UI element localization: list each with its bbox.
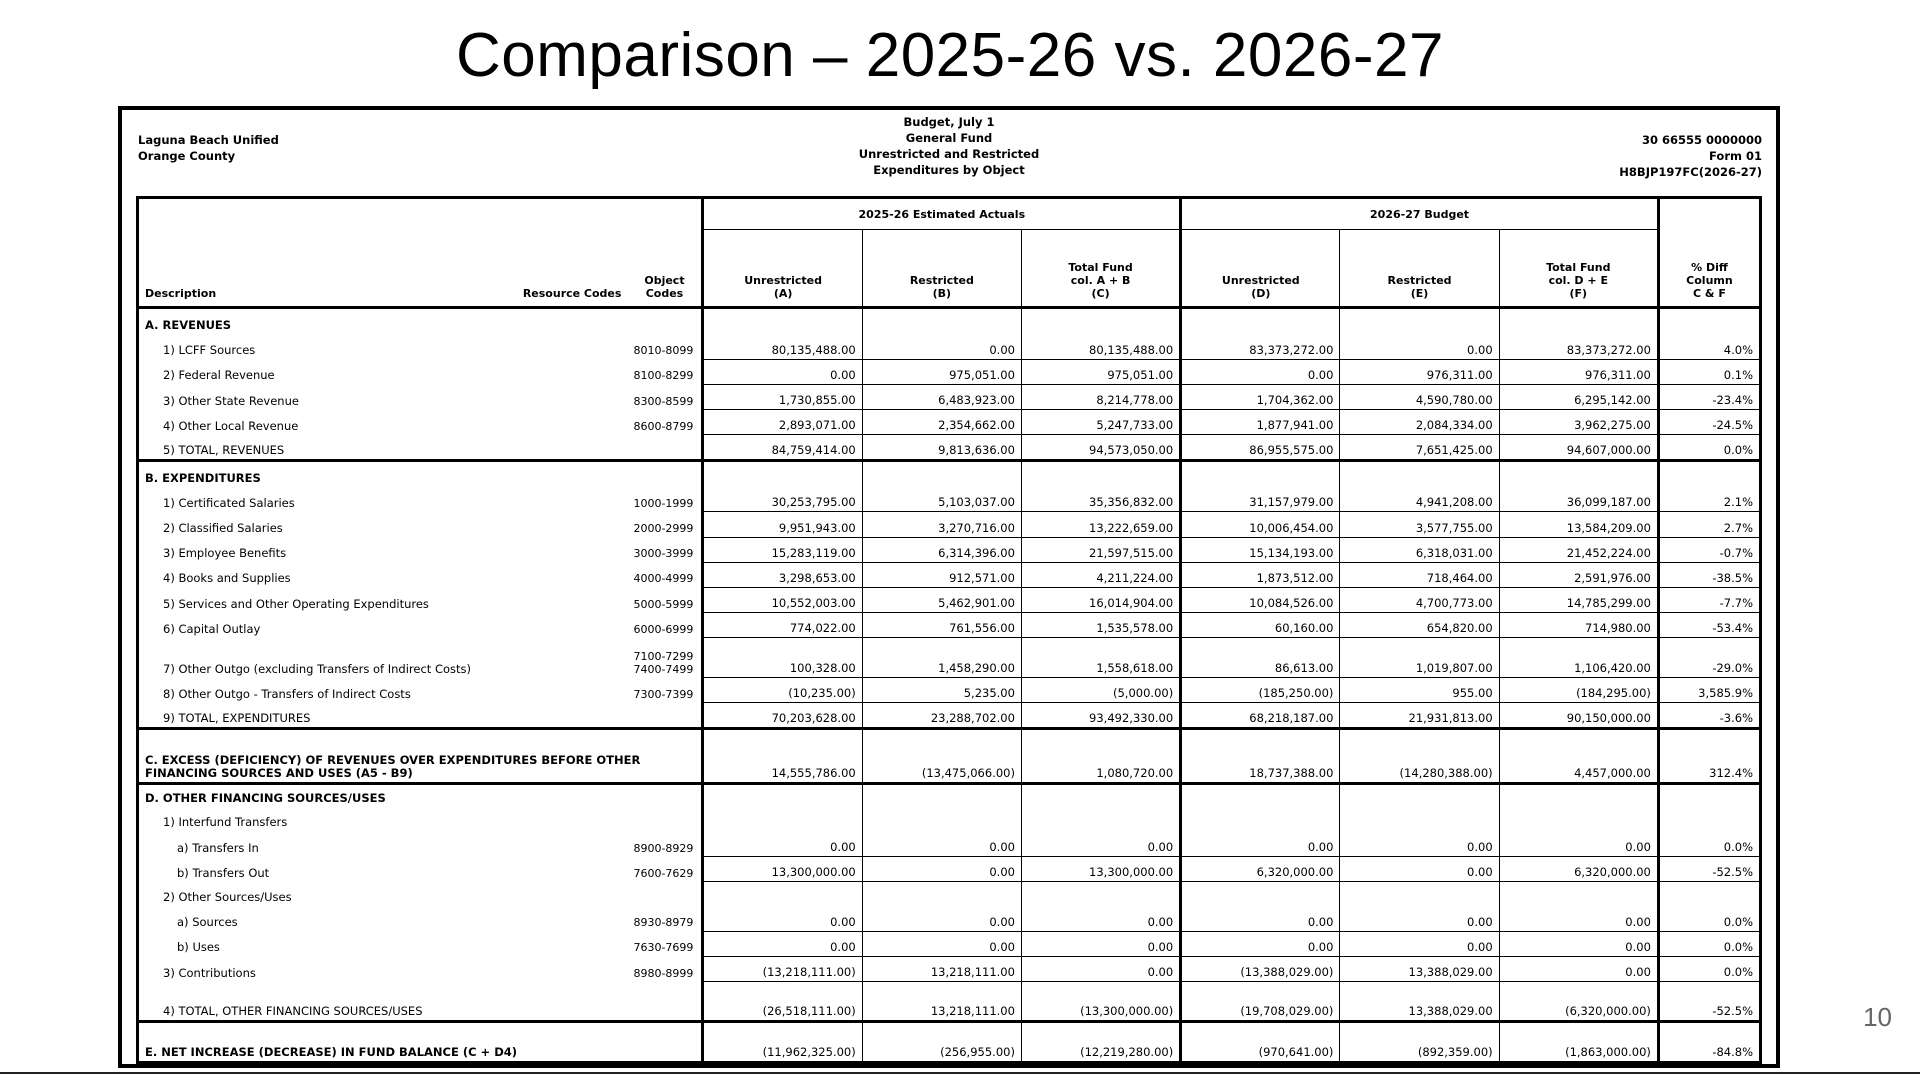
- cell-pct-diff: 0.0%: [1658, 956, 1760, 981]
- empty-cell: [703, 460, 862, 486]
- object-code: [627, 638, 703, 678]
- object-code: 6000-6999: [633, 622, 694, 636]
- cell-total-c: 13,222,659.00: [1021, 512, 1180, 537]
- row-description: 4) Other Local Revenue: [163, 418, 299, 433]
- empty-cell: [1658, 882, 1760, 906]
- cell-total-c: 0.00: [1021, 931, 1180, 956]
- cell-pct-diff: -23.4%: [1658, 384, 1760, 409]
- cell-unrestricted-a: 774,022.00: [703, 613, 862, 638]
- cell-pct-diff: -0.7%: [1658, 537, 1760, 562]
- budget-form-frame: [118, 106, 1780, 1068]
- cell-pct-diff: -7.7%: [1658, 587, 1760, 612]
- cell-unrestricted-a: 84,759,414.00: [703, 435, 862, 460]
- cell-restricted-e: 4,590,780.00: [1340, 384, 1499, 409]
- empty-cell: [1499, 460, 1658, 486]
- table-row: [138, 334, 1761, 359]
- group-header-2025-26: 2025-26 Estimated Actuals: [703, 198, 1181, 230]
- table-row: [138, 487, 1761, 512]
- cell-unrestricted-a: 0.00: [703, 831, 862, 856]
- object-code: 7630-7699: [633, 941, 694, 955]
- row-description: 6) Capital Outlay: [163, 621, 261, 636]
- cell-restricted-b: (256,955.00): [862, 1021, 1021, 1062]
- cell-restricted-b: 1,458,290.00: [862, 638, 1021, 678]
- cell-restricted-b: 5,103,037.00: [862, 487, 1021, 512]
- cell-unrestricted-d: 6,320,000.00: [1181, 857, 1340, 882]
- cell-total-c: 35,356,832.00: [1021, 487, 1180, 512]
- table-row: [138, 703, 1761, 728]
- cell-restricted-e: 0.00: [1340, 857, 1499, 882]
- county-name: Orange County: [138, 149, 236, 163]
- cell-restricted-b: 2,354,662.00: [862, 410, 1021, 435]
- form-title-line: Unrestricted and Restricted: [858, 147, 1040, 161]
- cell-unrestricted-d: (19,708,029.00): [1181, 982, 1340, 1022]
- cell-restricted-e: 4,700,773.00: [1340, 587, 1499, 612]
- cell-unrestricted-d: (13,388,029.00): [1181, 956, 1340, 981]
- empty-cell: [1340, 783, 1499, 807]
- empty-cell: [1658, 308, 1760, 334]
- cell-unrestricted-a: 100,328.00: [703, 638, 862, 678]
- table-row: [138, 783, 1761, 807]
- cell-pct-diff: 2.1%: [1658, 487, 1760, 512]
- cell-unrestricted-d: 18,737,388.00: [1181, 728, 1340, 783]
- empty-cell: [1340, 308, 1499, 334]
- cell-restricted-b: 5,462,901.00: [862, 587, 1021, 612]
- cell-unrestricted-d: (185,250.00): [1181, 678, 1340, 703]
- row-description: 1) Certificated Salaries: [163, 495, 295, 510]
- table-row: [138, 638, 1761, 678]
- object-code: 8980-8999: [633, 966, 694, 980]
- section-heading: D. OTHER FINANCING SOURCES/USES: [145, 791, 386, 806]
- row-description: 5) TOTAL, REVENUES: [138, 435, 628, 460]
- cell-total-c: (12,219,280.00): [1021, 1021, 1180, 1062]
- table-row: [138, 1021, 1761, 1062]
- cell-total-f: (6,320,000.00): [1499, 982, 1658, 1022]
- cell-restricted-e: 654,820.00: [1340, 613, 1499, 638]
- row-description: a) Transfers In: [177, 840, 259, 855]
- cell-unrestricted-d: 15,134,193.00: [1181, 537, 1340, 562]
- empty-cell: [1340, 460, 1499, 486]
- cell-total-c: 1,535,578.00: [1021, 613, 1180, 638]
- expenditures-table: [136, 196, 1762, 1064]
- row-description: 4) TOTAL, OTHER FINANCING SOURCES/USES: [138, 982, 628, 1022]
- cell-restricted-b: 0.00: [862, 931, 1021, 956]
- row-description: E. NET INCREASE (DECREASE) IN FUND BALANCE (C + D4): [145, 1045, 517, 1059]
- table-row: [138, 384, 1761, 409]
- cell-total-f: 0.00: [1499, 906, 1658, 931]
- cell-total-c: 94,573,050.00: [1021, 435, 1180, 460]
- object-code: [627, 435, 703, 460]
- table-row: [138, 359, 1761, 384]
- cell-restricted-e: 2,084,334.00: [1340, 410, 1499, 435]
- cell-total-f: 976,311.00: [1499, 359, 1658, 384]
- cell-total-f: 0.00: [1499, 931, 1658, 956]
- empty-cell: [1340, 882, 1499, 906]
- cell-total-c: (13,300,000.00): [1021, 982, 1180, 1022]
- table-row: [138, 678, 1761, 703]
- object-code: 8010-8099: [633, 344, 694, 358]
- empty-cell: [703, 882, 862, 906]
- row-description: 8) Other Outgo - Transfers of Indirect Costs: [163, 686, 411, 701]
- col-object-codes: Object Codes: [627, 230, 703, 308]
- cell-unrestricted-a: (26,518,111.00): [703, 982, 862, 1022]
- form-title-line: Expenditures by Object: [873, 163, 1025, 177]
- cell-restricted-b: 3,270,716.00: [862, 512, 1021, 537]
- cell-unrestricted-a: 0.00: [703, 906, 862, 931]
- cell-unrestricted-a: 30,253,795.00: [703, 487, 862, 512]
- empty-cell: [1181, 308, 1340, 334]
- cell-restricted-e: 6,318,031.00: [1340, 537, 1499, 562]
- cell-pct-diff: 0.0%: [1658, 435, 1760, 460]
- cell-pct-diff: 0.0%: [1658, 831, 1760, 856]
- row-description: C. EXCESS (DEFICIENCY) OF REVENUES OVER EXPENDITURES BEFORE OTHER FINANCING SOURCES AND USES (A5 - B9): [138, 728, 703, 783]
- row-description: 3) Contributions: [163, 965, 256, 980]
- cell-unrestricted-d: 86,955,575.00: [1181, 435, 1340, 460]
- cell-total-f: 4,457,000.00: [1499, 728, 1658, 783]
- table-row: [138, 807, 1761, 831]
- table-row: [138, 906, 1761, 931]
- cell-total-c: 93,492,330.00: [1021, 703, 1180, 728]
- cell-unrestricted-a: 70,203,628.00: [703, 703, 862, 728]
- cell-pct-diff: -29.0%: [1658, 638, 1760, 678]
- empty-cell: [1499, 882, 1658, 906]
- row-description: a) Sources: [177, 915, 238, 930]
- col-total-c: Total Fund col. A + B (C): [1021, 230, 1180, 308]
- form-title-line: General Fund: [905, 131, 993, 145]
- object-code: [627, 703, 703, 728]
- empty-cell: [1021, 308, 1180, 334]
- row-description: 3) Employee Benefits: [163, 546, 287, 561]
- cell-unrestricted-a: 13,300,000.00: [703, 857, 862, 882]
- form-title-header: [122, 114, 1776, 178]
- object-code: 8300-8599: [633, 394, 694, 408]
- cell-total-c: 1,558,618.00: [1021, 638, 1180, 678]
- row-description: 9) TOTAL, EXPENDITURES: [138, 703, 628, 728]
- table-row: [138, 537, 1761, 562]
- cell-unrestricted-d: 0.00: [1181, 906, 1340, 931]
- empty-cell: [703, 783, 862, 807]
- row-description: b) Uses: [177, 940, 220, 955]
- col-unrestricted-a: Unrestricted (A): [703, 230, 862, 308]
- cell-total-f: 0.00: [1499, 956, 1658, 981]
- empty-cell: [703, 308, 862, 334]
- cell-total-f: 6,295,142.00: [1499, 384, 1658, 409]
- cell-restricted-e: 3,577,755.00: [1340, 512, 1499, 537]
- table-row: [138, 512, 1761, 537]
- cell-pct-diff: -52.5%: [1658, 857, 1760, 882]
- cell-total-f: 14,785,299.00: [1499, 587, 1658, 612]
- cell-restricted-e: 13,388,029.00: [1340, 956, 1499, 981]
- cell-total-f: (1,863,000.00): [1499, 1021, 1658, 1062]
- cell-pct-diff: 0.0%: [1658, 906, 1760, 931]
- empty-cell: [862, 308, 1021, 334]
- empty-cell: [1658, 807, 1760, 831]
- cell-total-c: 21,597,515.00: [1021, 537, 1180, 562]
- table-row: [138, 308, 1761, 334]
- cell-restricted-e: 955.00: [1340, 678, 1499, 703]
- cell-pct-diff: -38.5%: [1658, 562, 1760, 587]
- table-row: [138, 587, 1761, 612]
- object-code: 1000-1999: [633, 496, 694, 510]
- cell-unrestricted-a: 0.00: [703, 359, 862, 384]
- cell-restricted-e: 0.00: [1340, 831, 1499, 856]
- cell-total-f: 1,106,420.00: [1499, 638, 1658, 678]
- col-description: Description: [138, 230, 500, 308]
- group-header-2026-27: 2026-27 Budget: [1181, 198, 1659, 230]
- cell-pct-diff: 3,585.9%: [1658, 678, 1760, 703]
- cell-total-c: (5,000.00): [1021, 678, 1180, 703]
- object-code: 4000-4999: [633, 572, 694, 586]
- cell-total-c: 8,214,778.00: [1021, 384, 1180, 409]
- cell-total-c: 16,014,904.00: [1021, 587, 1180, 612]
- cell-restricted-b: 9,813,636.00: [862, 435, 1021, 460]
- cell-unrestricted-a: 15,283,119.00: [703, 537, 862, 562]
- row-description: 4) Books and Supplies: [163, 571, 291, 586]
- cell-unrestricted-d: 0.00: [1181, 931, 1340, 956]
- cell-restricted-b: 912,571.00: [862, 562, 1021, 587]
- cell-restricted-e: 0.00: [1340, 334, 1499, 359]
- empty-cell: [1021, 460, 1180, 486]
- row-description: 3) Other State Revenue: [163, 393, 299, 408]
- cell-unrestricted-d: 0.00: [1181, 831, 1340, 856]
- cell-unrestricted-d: 83,373,272.00: [1181, 334, 1340, 359]
- cell-restricted-e: 976,311.00: [1340, 359, 1499, 384]
- cell-unrestricted-d: (970,641.00): [1181, 1021, 1340, 1062]
- row-description: 5) Services and Other Operating Expenditures: [163, 596, 429, 611]
- table-row: [138, 410, 1761, 435]
- cell-unrestricted-a: 80,135,488.00: [703, 334, 862, 359]
- cell-total-c: 5,247,733.00: [1021, 410, 1180, 435]
- cell-unrestricted-a: (13,218,111.00): [703, 956, 862, 981]
- cell-total-c: 13,300,000.00: [1021, 857, 1180, 882]
- object-code: 7300-7399: [633, 687, 694, 701]
- cell-unrestricted-d: 31,157,979.00: [1181, 487, 1340, 512]
- object-code: 2000-2999: [633, 522, 694, 536]
- cell-pct-diff: -53.4%: [1658, 613, 1760, 638]
- cell-restricted-e: 13,388,029.00: [1340, 982, 1499, 1022]
- cell-restricted-b: 975,051.00: [862, 359, 1021, 384]
- cell-total-f: 90,150,000.00: [1499, 703, 1658, 728]
- empty-cell: [1499, 807, 1658, 831]
- col-resource-codes: Resource Codes: [500, 230, 628, 308]
- row-description: 2) Classified Salaries: [163, 521, 283, 536]
- cell-restricted-e: 1,019,807.00: [1340, 638, 1499, 678]
- object-code: [627, 982, 703, 1022]
- cell-total-c: 4,211,224.00: [1021, 562, 1180, 587]
- cell-unrestricted-d: 1,873,512.00: [1181, 562, 1340, 587]
- object-code: 8100-8299: [633, 369, 694, 383]
- cell-unrestricted-d: 60,160.00: [1181, 613, 1340, 638]
- cell-total-c: 80,135,488.00: [1021, 334, 1180, 359]
- cell-total-f: 83,373,272.00: [1499, 334, 1658, 359]
- row-description: 2) Federal Revenue: [163, 368, 275, 383]
- row-label: 2) Other Sources/Uses: [163, 889, 292, 904]
- empty-cell: [1181, 783, 1340, 807]
- table-row: [138, 982, 1761, 1022]
- cell-total-c: 0.00: [1021, 956, 1180, 981]
- cell-restricted-b: (13,475,066.00): [862, 728, 1021, 783]
- cell-restricted-e: 0.00: [1340, 906, 1499, 931]
- empty-cell: [1021, 783, 1180, 807]
- cell-restricted-e: 0.00: [1340, 931, 1499, 956]
- empty-cell: [862, 783, 1021, 807]
- cell-total-f: 714,980.00: [1499, 613, 1658, 638]
- table-row: [138, 613, 1761, 638]
- slide-title: Comparison – 2025-26 vs. 2026-27: [456, 21, 1444, 90]
- cell-total-f: 36,099,187.00: [1499, 487, 1658, 512]
- empty-cell: [1340, 807, 1499, 831]
- footer-rule: [0, 1072, 1920, 1074]
- cell-total-f: 0.00: [1499, 831, 1658, 856]
- cell-restricted-b: 23,288,702.00: [862, 703, 1021, 728]
- cell-pct-diff: 4.0%: [1658, 334, 1760, 359]
- cell-restricted-b: 13,218,111.00: [862, 982, 1021, 1022]
- empty-cell: [862, 882, 1021, 906]
- table-row: [138, 728, 1761, 783]
- empty-cell: [1658, 783, 1760, 807]
- cell-pct-diff: -24.5%: [1658, 410, 1760, 435]
- cell-total-c: 0.00: [1021, 906, 1180, 931]
- cell-unrestricted-a: 2,893,071.00: [703, 410, 862, 435]
- table-row: [138, 857, 1761, 882]
- cell-restricted-b: 0.00: [862, 831, 1021, 856]
- object-code-line: 7400-7499: [633, 662, 694, 676]
- cell-unrestricted-a: 10,552,003.00: [703, 587, 862, 612]
- col-total-f: Total Fund col. D + E (F): [1499, 230, 1658, 308]
- cell-pct-diff: 0.1%: [1658, 359, 1760, 384]
- table-row: [138, 435, 1761, 460]
- cell-unrestricted-d: 0.00: [1181, 359, 1340, 384]
- cell-restricted-e: 7,651,425.00: [1340, 435, 1499, 460]
- cell-unrestricted-a: 0.00: [703, 931, 862, 956]
- empty-cell: [1181, 882, 1340, 906]
- cell-restricted-b: 5,235.00: [862, 678, 1021, 703]
- row-description: 1) LCFF Sources: [163, 343, 256, 358]
- col-restricted-e: Restricted (E): [1340, 230, 1499, 308]
- row-description: b) Transfers Out: [177, 865, 270, 880]
- table-row: [138, 882, 1761, 906]
- object-code: 5000-5999: [633, 597, 694, 611]
- cell-unrestricted-a: 9,951,943.00: [703, 512, 862, 537]
- cell-total-c: 0.00: [1021, 831, 1180, 856]
- object-code: 7600-7629: [633, 866, 694, 880]
- cell-total-f: 94,607,000.00: [1499, 435, 1658, 460]
- district-name: Laguna Beach Unified: [138, 133, 279, 147]
- object-code: 8600-8799: [633, 419, 694, 433]
- cell-restricted-e: 718,464.00: [1340, 562, 1499, 587]
- cell-restricted-b: 13,218,111.00: [862, 956, 1021, 981]
- cell-pct-diff: 2.7%: [1658, 512, 1760, 537]
- empty-cell: [703, 807, 862, 831]
- object-code: 3000-3999: [633, 547, 694, 561]
- cell-restricted-e: (892,359.00): [1340, 1021, 1499, 1062]
- col-unrestricted-d: Unrestricted (D): [1181, 230, 1340, 308]
- form-id-header: [1619, 132, 1762, 180]
- cell-unrestricted-d: 1,704,362.00: [1181, 384, 1340, 409]
- cell-pct-diff: 312.4%: [1658, 728, 1760, 783]
- cell-restricted-b: 6,483,923.00: [862, 384, 1021, 409]
- empty-cell: [1499, 783, 1658, 807]
- empty-cell: [1499, 308, 1658, 334]
- cell-pct-diff: -84.8%: [1658, 1021, 1760, 1062]
- cell-pct-diff: -3.6%: [1658, 703, 1760, 728]
- cell-unrestricted-a: 3,298,653.00: [703, 562, 862, 587]
- form-number: Form 01: [1709, 149, 1762, 163]
- empty-cell: [862, 807, 1021, 831]
- cell-restricted-e: 21,931,813.00: [1340, 703, 1499, 728]
- cell-pct-diff: 0.0%: [1658, 931, 1760, 956]
- cell-total-f: (184,295.00): [1499, 678, 1658, 703]
- object-code: 8900-8929: [633, 841, 694, 855]
- empty-cell: [1181, 460, 1340, 486]
- form-title-line: Budget, July 1: [903, 115, 995, 129]
- table-row: [138, 460, 1761, 486]
- section-heading: B. EXPENDITURES: [145, 470, 261, 485]
- cell-restricted-b: 0.00: [862, 334, 1021, 359]
- cell-unrestricted-a: (11,962,325.00): [703, 1021, 862, 1062]
- cell-total-f: 6,320,000.00: [1499, 857, 1658, 882]
- col-restricted-b: Restricted (B): [862, 230, 1021, 308]
- cell-pct-diff: -52.5%: [1658, 982, 1760, 1022]
- row-label: 1) Interfund Transfers: [163, 815, 288, 830]
- empty-cell: [1181, 807, 1340, 831]
- cell-total-f: 3,962,275.00: [1499, 410, 1658, 435]
- table-row: [138, 562, 1761, 587]
- cell-unrestricted-d: 10,006,454.00: [1181, 512, 1340, 537]
- col-pct-diff: % Diff Column C & F: [1658, 230, 1760, 308]
- empty-cell: [1658, 460, 1760, 486]
- empty-cell: [1021, 807, 1180, 831]
- cell-restricted-b: 0.00: [862, 906, 1021, 931]
- cell-total-f: 21,452,224.00: [1499, 537, 1658, 562]
- object-code: 8930-8979: [633, 916, 694, 930]
- empty-cell: [862, 460, 1021, 486]
- page-number: 10: [1863, 1002, 1892, 1032]
- cell-total-c: 975,051.00: [1021, 359, 1180, 384]
- cell-restricted-b: 6,314,396.00: [862, 537, 1021, 562]
- cell-restricted-b: 761,556.00: [862, 613, 1021, 638]
- cell-restricted-e: 4,941,208.00: [1340, 487, 1499, 512]
- cell-total-f: 13,584,209.00: [1499, 512, 1658, 537]
- cell-unrestricted-d: 1,877,941.00: [1181, 410, 1340, 435]
- table-row: [138, 956, 1761, 981]
- form-version: H8BJP197FC(2026-27): [1619, 165, 1762, 179]
- cell-total-f: 2,591,976.00: [1499, 562, 1658, 587]
- object-code-line: 7100-7299: [633, 649, 694, 663]
- cell-unrestricted-a: 1,730,855.00: [703, 384, 862, 409]
- cell-unrestricted-a: 14,555,786.00: [703, 728, 862, 783]
- section-heading: A. REVENUES: [145, 317, 232, 332]
- row-description: 7) Other Outgo (excluding Transfers of Indirect Costs): [163, 661, 472, 676]
- cell-total-c: 1,080,720.00: [1021, 728, 1180, 783]
- cds-code: 30 66555 0000000: [1641, 133, 1762, 147]
- cell-unrestricted-d: 86,613.00: [1181, 638, 1340, 678]
- cell-restricted-e: (14,280,388.00): [1340, 728, 1499, 783]
- cell-unrestricted-a: (10,235.00): [703, 678, 862, 703]
- table-row: [138, 931, 1761, 956]
- empty-cell: [1021, 882, 1180, 906]
- cell-restricted-b: 0.00: [862, 857, 1021, 882]
- table-row: [138, 831, 1761, 856]
- cell-unrestricted-d: 10,084,526.00: [1181, 587, 1340, 612]
- cell-unrestricted-d: 68,218,187.00: [1181, 703, 1340, 728]
